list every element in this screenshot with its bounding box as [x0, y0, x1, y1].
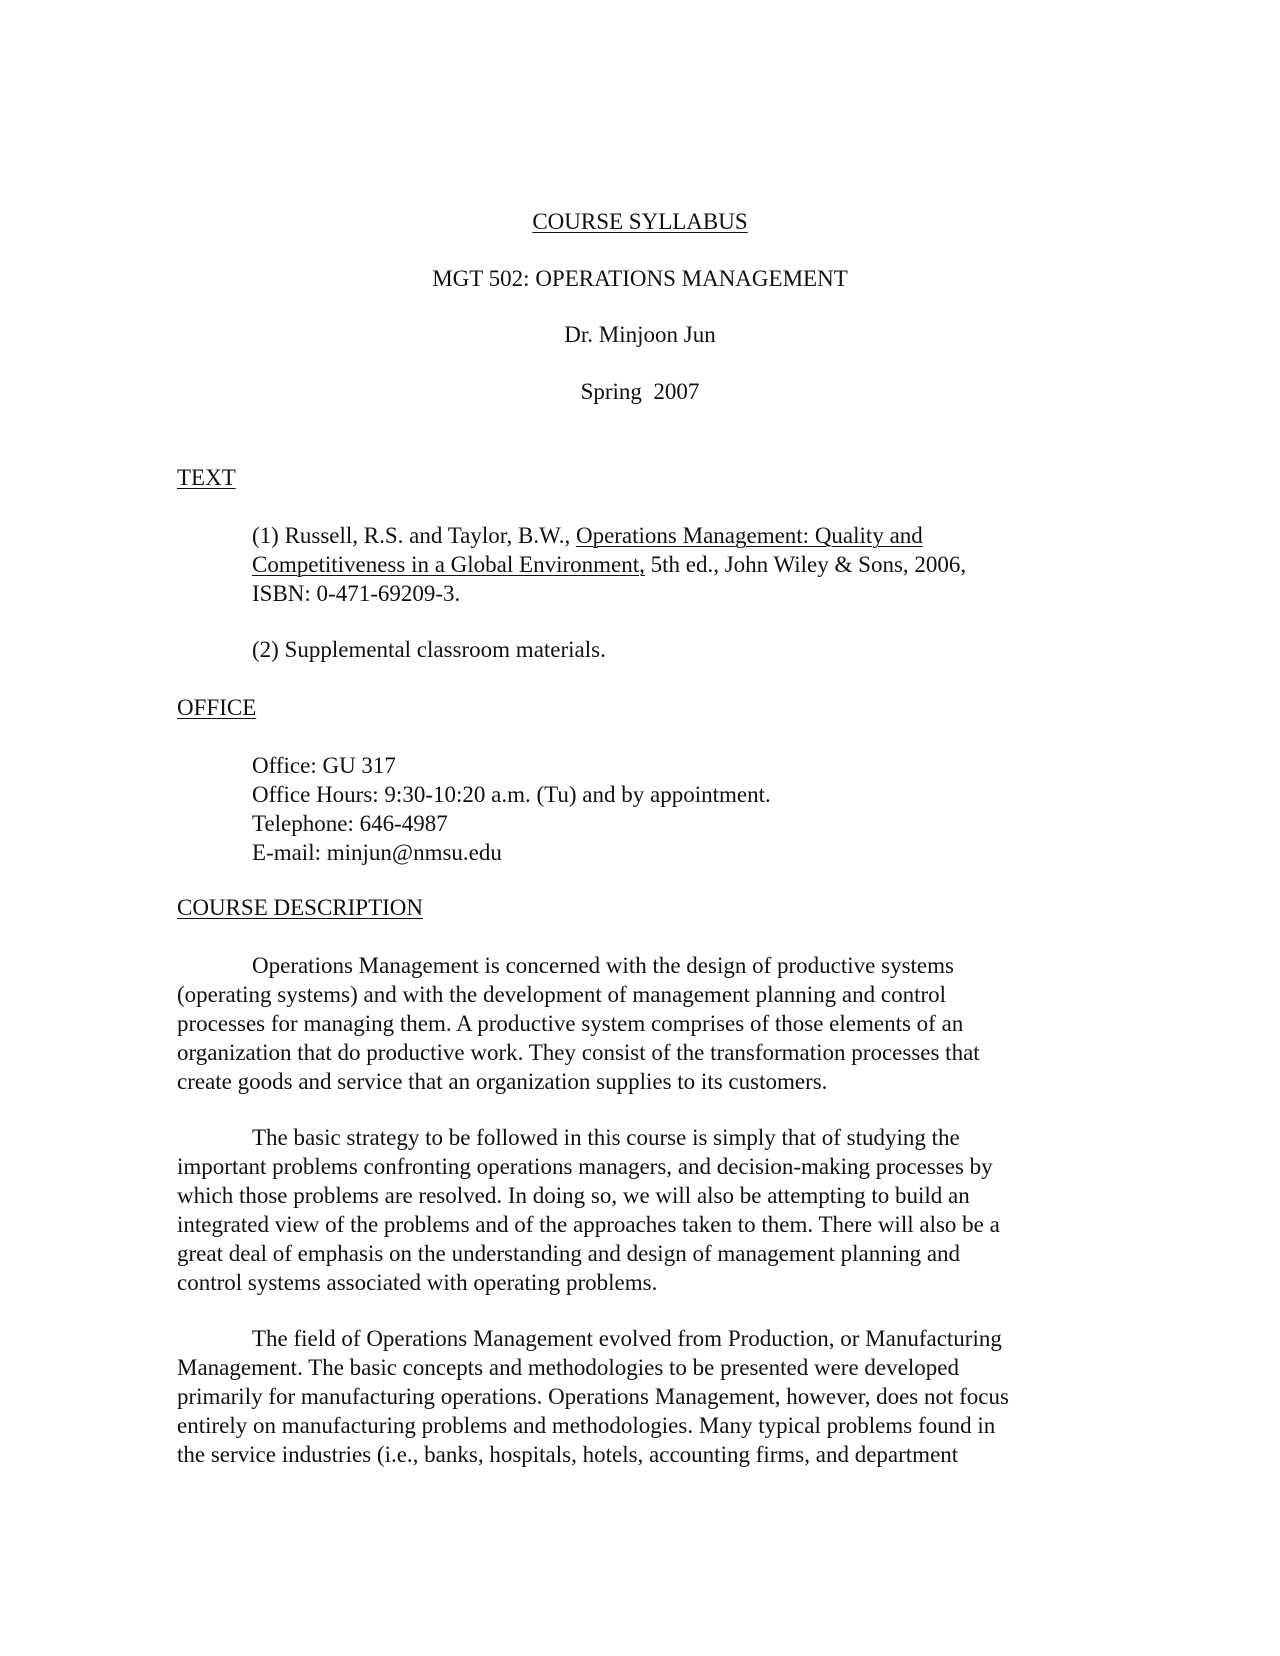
office-hours: Office Hours: 9:30-10:20 a.m. (Tu) and by appointment. [252, 782, 771, 807]
office-location: Office: GU 317 [252, 753, 396, 778]
paragraph-line: The field of Operations Management evolved from Production, or Manufacturing [252, 1326, 1002, 1351]
paragraph-line: create goods and service that an organization supplies to its customers. [177, 1069, 828, 1094]
paragraph-line: primarily for manufacturing operations. Operations Management, however, does not focus [177, 1384, 1009, 1409]
paragraph-line: Operations Management is concerned with the design of productive systems [252, 953, 954, 978]
description-paragraph-2 [177, 1123, 1097, 1297]
office-info [252, 751, 1112, 867]
syllabus-title: COURSE SYLLABUS [532, 209, 748, 234]
paragraph-line: integrated view of the problems and of the approaches taken to them. There will also be a [177, 1212, 1000, 1237]
office-email: E-mail: minjun@nmsu.edu [252, 840, 502, 865]
text-heading: TEXT [177, 465, 236, 490]
ref1-publisher: 5th ed., John Wiley & Sons, 2006, [644, 552, 967, 577]
paragraph-line: entirely on manufacturing problems and methodologies. Many typical problems found in [177, 1413, 996, 1438]
paragraph-line: The basic strategy to be followed in this course is simply that of studying the [252, 1125, 960, 1150]
paragraph-line: organization that do productive work. They consist of the transformation processes that [177, 1040, 980, 1065]
paragraph-line: Management. The basic concepts and methodologies to be presented were developed [177, 1355, 959, 1380]
ref1-authors: (1) Russell, R.S. and Taylor, B.W., [252, 523, 576, 548]
paragraph-line: the service industries (i.e., banks, hospitals, hotels, accounting firms, and department [177, 1442, 959, 1467]
ref1-isbn: ISBN: 0-471-69209-3. [252, 581, 461, 606]
paragraph-line: processes for managing them. A productive system comprises of those elements of an [177, 1011, 964, 1036]
description-heading: COURSE DESCRIPTION [177, 895, 424, 920]
term: Spring 2007 [580, 379, 700, 404]
paragraph-line: (operating systems) and with the development of management planning and control [177, 982, 947, 1007]
office-telephone: Telephone: 646-4987 [252, 811, 448, 836]
paragraph-line: which those problems are resolved. In doing so, we will also be attempting to build an [177, 1183, 970, 1208]
description-paragraph-1 [177, 951, 1097, 1096]
description-paragraph-3 [177, 1324, 1097, 1469]
text-reference-2: (2) Supplemental classroom materials. [252, 637, 606, 662]
text-reference-1 [252, 521, 1112, 608]
paragraph-line: great deal of emphasis on the understanding and design of management planning and [177, 1241, 961, 1266]
instructor-name: Dr. Minjoon Jun [564, 322, 716, 347]
ref1-book-title-part1: Operations Management: Quality and [575, 523, 923, 548]
paragraph-line: control systems associated with operating problems. [177, 1270, 658, 1295]
paragraph-line: important problems confronting operations managers, and decision-making processes by [177, 1154, 993, 1179]
ref1-book-title-part2: Competitiveness in a Global Environment, [252, 552, 645, 577]
office-heading: OFFICE [177, 695, 257, 720]
course-title: MGT 502: OPERATIONS MANAGEMENT [432, 266, 848, 291]
